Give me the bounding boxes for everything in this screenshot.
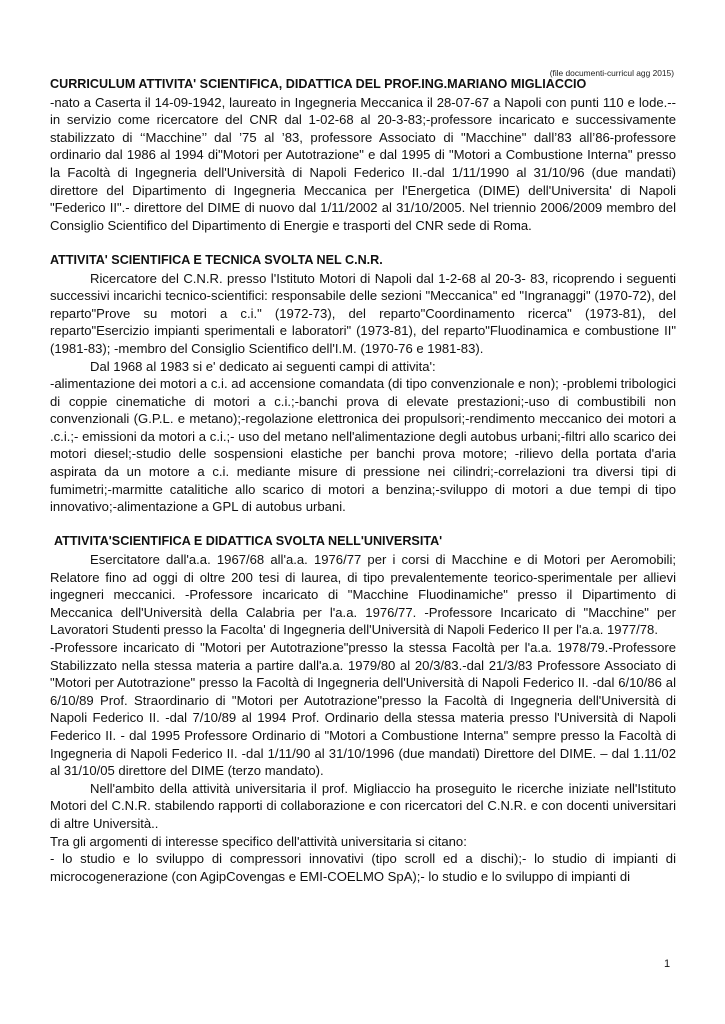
section-university-paragraph-5: - lo studio e lo sviluppo di compressori innovativi (tipo scroll ed a dischi);- lo studio di impianti di microcogenerazione (con AgipCovengas e EMI-COELMO SpA);- lo studio e lo sviluppo di impianti di <box>50 851 676 884</box>
section-cnr-paragraph-2: Dal 1968 al 1983 si e' dedicato ai seguenti campi di attivita': <box>90 358 436 374</box>
section-university-heading: ATTIVITA'SCIENTIFICA E DIDATTICA SVOLTA NELL'UNIVERSITA' <box>54 534 443 549</box>
section-cnr-paragraph-3: -alimentazione dei motori a c.i. ad accensione comandata (di tipo convenzionale e non); -problemi tribologici di coppie cinematiche di motori a c.i.;-banchi prova di elevate prestazioni;-uso di combustibili non convenzionali (G.P.L. e metano);-regolazione elettronica dei propulsori;-rendimento meccanico dei motori a .c.i.;- emissioni da motori a c.i.;- uso del metano nell'alimentazione degli autobus urbani;-filtri allo scarico dei motori diesel;-studio delle sospensioni elastiche per banchi prova motore; -rilievo della portata d'aria aspirata da un motore a c.i. mediante misure di pressione nei cilindri;-correlazioni tra diversi tipi di fumimetri;-marmitte catalitiche allo scarico di motori a benzina;-sviluppo di motori a due tempi di tipo innovativo;-alimentazione a GPL di autobus urbani. <box>50 376 676 515</box>
document-title: CURRICULUM ATTIVITA' SCIENTIFICA, DIDATTICA DEL PROF.ING.MARIANO MIGLIACCIO <box>50 77 587 91</box>
file-reference: (file documenti-curricul agg 2015) <box>549 68 674 78</box>
section-university-paragraph-4: Tra gli argomenti di interesse specifico dell'attività universitaria si citano: <box>50 833 467 849</box>
section-cnr-paragraph-1: Ricercatore del C.N.R. presso l'Istituto Motori di Napoli dal 1-2-68 al 20-3- 83, ricoprendo i seguenti successivi incarichi tecnico-scientifici: responsabile delle sezioni "Meccanica" ed "Ingranaggi" (1970-72), del reparto"Prove su motori a c.i." (1972-73), del reparto"Coordinamento ricerca" (1973-81), del reparto"Esercizio impianti sperimentali e laboratori" (1973-81), del reparto"Fluodinamica e combustione II"(1981-83); -membro del Consiglio Scientifico dell'I.M. (1970-76 e 1981-83). <box>50 270 676 356</box>
spacer <box>50 234 676 252</box>
document-page <box>50 62 676 885</box>
section-cnr-heading: ATTIVITA' SCIENTIFICA E TECNICA SVOLTA NEL C.N.R. <box>50 252 383 267</box>
section-university-paragraph-2: -Professore incaricato di "Motori per Autotrazione"presso la stessa Facoltà per l'a.a. 1978/79.-Professore Stabilizzato nella stessa materia a partire dall'a.a. 1979/80 al 20/3/83.-dal 21/3/83 Professore Associato di "Motori per Autotrazione" presso la Facoltà di Ingegneria dell'Università di Napoli Federico II. -dal 6/10/86 al 6/10/89 Prof. Straordinario di "Motori per Autotrazione"presso la Facoltà di Ingegneria dell'Università di Napoli Federico II. -dal 7/10/89 al 1994 Prof. Ordinario della stessa materia presso l'Università di Napoli Federico II. - dal 1995 Professore Ordinario di "Motori a Combustione Interna" sempre presso la Facoltà di Ingegneria di Napoli Federico II. -dal 1/11/90 al 31/10/1996 (due mandati) Direttore del DIME. – dal 1.11/02 al 31/10/05 direttore del DIME (terzo mandato). <box>50 640 676 779</box>
section-university-paragraph-1: Esercitatore dall'a.a. 1967/68 all'a.a. 1976/77 per i corsi di Macchine e di Motori per Aeromobili; Relatore fino ad oggi di oltre 200 tesi di laurea, di tipo prevalentemente teorico-sperimentale per allievi ingegneri meccanici. -Professore incaricato di "Macchine Fluodinamiche" presso il Dipartimento di Meccanica dell'Università della Calabria per l'a.a. 1976/77. -Professore Incaricato di "Macchine" per Lavoratori Studenti presso la Facolta' di Ingegneria dell'Università di Napoli Federico II per l'a.a. 1977/78. <box>50 552 676 638</box>
intro-paragraph: -nato a Caserta il 14-09-1942, laureato in Ingegneria Meccanica il 28-07-67 a Napoli con punti 110 e lode.--in servizio come ricercatore del CNR dal 1-02-68 al 20-3-83;-professore incaricato e successivamente stabilizzato di ‘‘Macchine’’ dal ’75 al ’83, professore Associato di "Macchine" dall’83 all’86-professore ordinario dal 1986 al 1994 di"Motori per Autotrazione" e dal 1995 di "Motori a Combustione Interna" presso la Facoltà di Ingegneria dell'Università di Napoli Federico II.-dal 1/11/1990 al 31/10/96 (due mandati) direttore del Dipartimento di Ingegneria Meccanica per l'Energetica (DIME) dell'Universita' di Napoli "Federico II".- direttore del DIME di nuovo dal 1/11/2002 al 31/10/2005. Nel triennio 2006/2009 membro del Consiglio Scientifico del Dipartimento di Energie e trasporti del CNR sede di Roma. <box>50 94 676 233</box>
spacer <box>50 516 676 534</box>
page-number: 1 <box>664 958 671 970</box>
section-university-paragraph-3: Nell'ambito della attività universitaria il prof. Migliaccio ha proseguito le ricerche iniziate nell'Istituto Motori del C.N.R. stabilendo rapporti di collaborazione e con ricercatori del C.N.R. e con docenti universitari di altre Università.. <box>50 780 676 831</box>
